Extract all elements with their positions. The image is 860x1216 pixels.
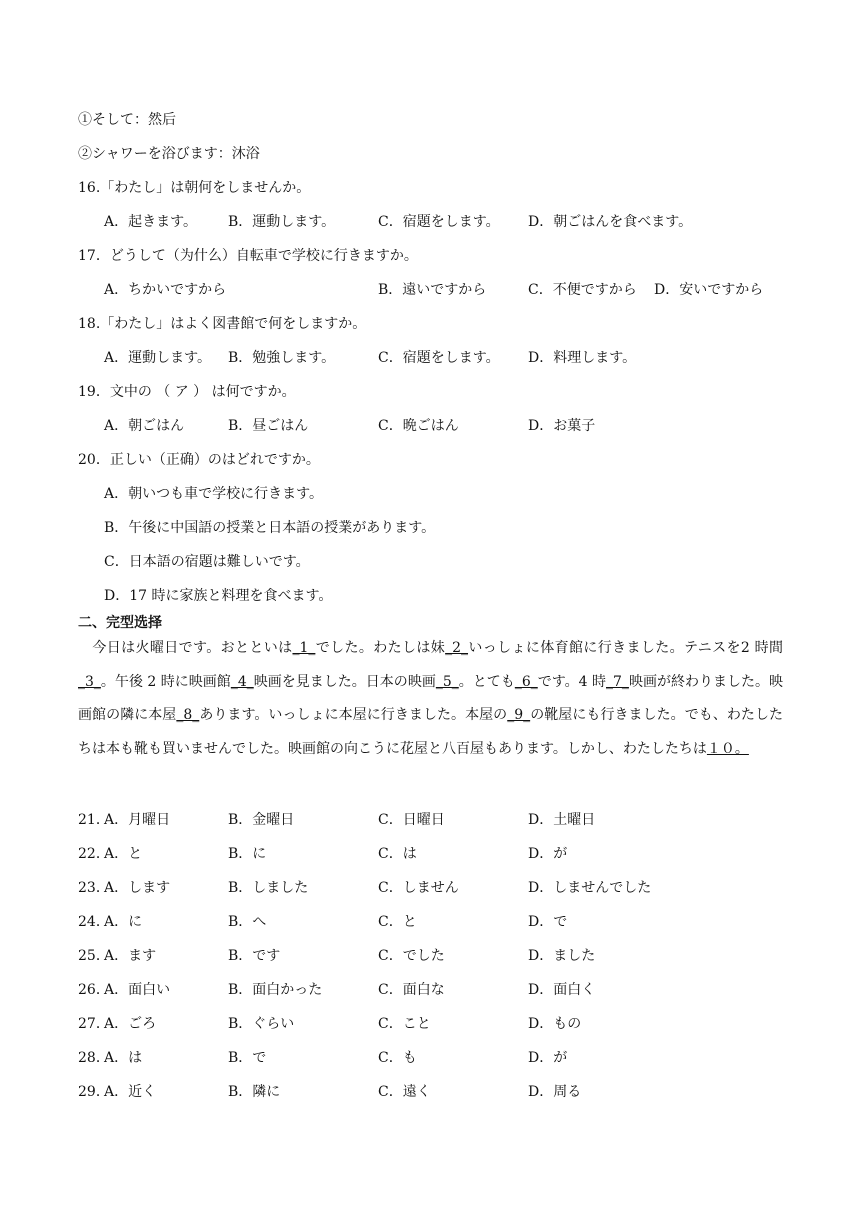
option: B．です xyxy=(228,948,281,964)
option: C．こと xyxy=(378,1016,431,1032)
vocab-note: ①そして：然后 xyxy=(78,112,176,128)
option: A．に xyxy=(104,914,143,930)
option: A．月曜日 xyxy=(104,812,171,828)
option: D．が xyxy=(528,846,568,862)
option: B．隣に xyxy=(228,1084,281,1100)
option: B．昼ごはん xyxy=(228,418,309,434)
question-number: 29． xyxy=(78,1084,110,1100)
option: D．お菓子 xyxy=(528,418,596,434)
passage-text: 映画を見ました。日本の映画 xyxy=(253,673,436,690)
option: B．で xyxy=(228,1050,267,1066)
cloze-blank: _5_ xyxy=(435,673,459,690)
question-number: 27． xyxy=(78,1016,110,1032)
option: C．遠く xyxy=(378,1084,431,1100)
option: A．ごろ xyxy=(104,1016,157,1032)
cloze-passage xyxy=(78,632,783,767)
option: A．面白い xyxy=(104,982,171,998)
cloze-blank: _2_ xyxy=(445,640,469,656)
option: A．朝ごはん xyxy=(104,418,185,434)
question-number: 28． xyxy=(78,1050,110,1066)
question-number: 23． xyxy=(78,880,110,896)
cloze-blank: １０。 xyxy=(706,741,749,758)
option: C．宿題をします。 xyxy=(378,214,500,230)
option: A．と xyxy=(104,846,143,862)
option: D．面白く xyxy=(528,982,596,998)
option: C．日本語の宿題は難しいです。 xyxy=(104,554,310,570)
option: D．17 時に家族と料理を食べます。 xyxy=(104,588,333,604)
option: A．起きます。 xyxy=(104,214,197,230)
option: A．ます xyxy=(104,948,157,964)
option: D．で xyxy=(528,914,568,930)
option: D．安いですから xyxy=(654,282,764,298)
passage-text: です。4 時 xyxy=(537,673,607,690)
option: A．運動します。 xyxy=(104,350,211,366)
question-number: 26． xyxy=(78,982,110,998)
passage-text: 。午後 2 時に映画館 xyxy=(100,673,231,690)
option: B．午後に中国語の授業と日本語の授業があります。 xyxy=(104,520,436,536)
option: D．朝ごはんを食べます。 xyxy=(528,214,693,230)
question-stem: 19．文中の （ ア ） は何ですか。 xyxy=(78,384,296,400)
cloze-blank: _7_ xyxy=(606,673,629,690)
option: A．朝いつも車で学校に行きます。 xyxy=(104,486,323,502)
option: B．しました xyxy=(228,880,309,896)
question-number: 22． xyxy=(78,846,110,862)
cloze-blank: _8_ xyxy=(176,707,200,724)
passage-text: 。とても xyxy=(458,673,515,690)
cloze-blank: _6_ xyxy=(514,673,538,690)
cloze-blank: _4_ xyxy=(230,673,254,690)
question-stem: 20．正しい（正确）のはどれですか。 xyxy=(78,452,320,468)
passage-text: の靴屋にも行きました。でも、わたしたちは本も靴も買いませんでした。映画館の向こうに花屋と八百屋もあります。しかし、わたしたちは xyxy=(78,707,784,758)
option: C．でした xyxy=(378,948,445,964)
question-stem: 18.「わたし」はよく図書館で何をしますか。 xyxy=(78,316,367,332)
option: B．面白かった xyxy=(228,982,323,998)
option: D．料理します。 xyxy=(528,350,637,366)
option: C．面白な xyxy=(378,982,445,998)
option: C．晩ごはん xyxy=(378,418,459,434)
option: D．周る xyxy=(528,1084,582,1100)
question-stem: 17．どうして（为什么）自転車で学校に行きますか。 xyxy=(78,248,418,264)
option: A．します xyxy=(104,880,171,896)
cloze-blank: _1_ xyxy=(292,640,316,656)
option: B．へ xyxy=(228,914,267,930)
option: D．土曜日 xyxy=(528,812,596,828)
question-number: 24． xyxy=(78,914,110,930)
vocab-note: ②シャワーを浴びます：沐浴 xyxy=(78,146,260,162)
passage-text: 映画が終わりました。映画館の隣に本屋 xyxy=(78,673,784,724)
option: C．不便ですから xyxy=(528,282,637,298)
cloze-blank: _3_ xyxy=(78,673,101,690)
question-stem: 16.「わたし」は朝何をしませんか。 xyxy=(78,180,311,196)
option: C．も xyxy=(378,1050,417,1066)
question-number: 21． xyxy=(78,812,110,828)
option: C．と xyxy=(378,914,417,930)
option: A．近く xyxy=(104,1084,157,1100)
passage-text: あります。いっしょに本屋に行きました。本屋の xyxy=(199,707,508,724)
option: D．が xyxy=(528,1050,568,1066)
option: A．ちかいですから xyxy=(104,282,227,298)
option: C．宿題をします。 xyxy=(378,350,500,366)
option: B．金曜日 xyxy=(228,812,295,828)
option: C．日曜日 xyxy=(378,812,445,828)
option: B．運動します。 xyxy=(228,214,336,230)
option: B．に xyxy=(228,846,267,862)
option: B．勉強します。 xyxy=(228,350,336,366)
option: C．しません xyxy=(378,880,459,896)
option: C．は xyxy=(378,846,417,862)
option: B．ぐらい xyxy=(228,1016,295,1032)
option: D．もの xyxy=(528,1016,582,1032)
passage-text: いっしょに体育館に行きました。テニスを2 時間 xyxy=(468,640,784,656)
option: D．ました xyxy=(528,948,596,964)
option: A．は xyxy=(104,1050,143,1066)
option: B．遠いですから xyxy=(378,282,487,298)
option: D．しませんでした xyxy=(528,880,652,896)
question-number: 25． xyxy=(78,948,110,964)
cloze-blank: _9_ xyxy=(507,707,531,724)
passage-text: でした。わたしは妹 xyxy=(315,640,446,656)
section-title: 二、完型选择 xyxy=(78,615,162,631)
passage-text: 今日は火曜日です。おとといは xyxy=(78,640,293,656)
